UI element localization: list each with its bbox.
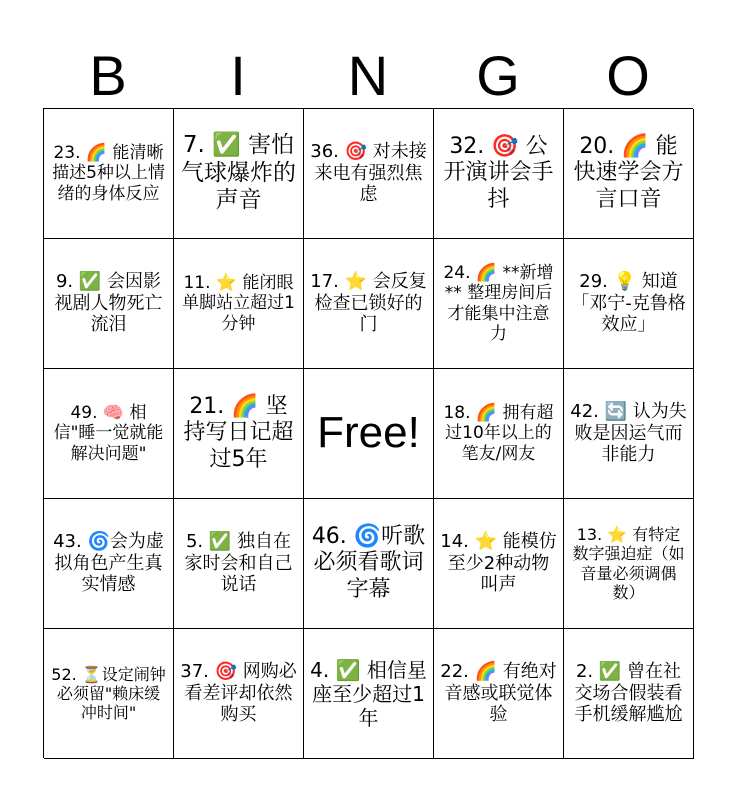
header-letter-b: B xyxy=(89,43,127,107)
bingo-cell[interactable]: 32. 🎯 公开演讲会手抖 xyxy=(434,109,564,239)
free-space-cell[interactable]: Free! xyxy=(304,369,434,499)
bingo-cell[interactable]: 49. 🧠 相信"睡一觉就能解决问题" xyxy=(44,369,174,499)
bingo-cell[interactable]: 18. 🌈 拥有超过10年以上的笔友/网友 xyxy=(434,369,564,499)
bingo-cell[interactable]: 13. ⭐ 有特定数字强迫症（如音量必须调偶数） xyxy=(564,499,694,629)
bingo-grid xyxy=(43,108,693,758)
header-letter-n: N xyxy=(347,43,389,107)
bingo-cell[interactable]: 7. ✅ 害怕气球爆炸的声音 xyxy=(174,109,304,239)
header-letter-o: O xyxy=(606,43,650,107)
header-letter-g: G xyxy=(476,43,520,107)
bingo-cell[interactable]: 11. ⭐ 能闭眼单脚站立超过1分钟 xyxy=(174,239,304,369)
bingo-cell[interactable]: 24. 🌈 **新增** 整理房间后才能集中注意力 xyxy=(434,239,564,369)
bingo-cell[interactable]: 14. ⭐ 能模仿至少2种动物叫声 xyxy=(434,499,564,629)
bingo-cell[interactable]: 9. ✅ 会因影视剧人物死亡流泪 xyxy=(44,239,174,369)
bingo-cell[interactable]: 2. ✅ 曾在社交场合假装看手机缓解尴尬 xyxy=(564,629,694,759)
bingo-cell[interactable]: 23. 🌈 能清晰描述5种以上情绪的身体反应 xyxy=(44,109,174,239)
bingo-cell[interactable]: 20. 🌈 能快速学会方言口音 xyxy=(564,109,694,239)
bingo-cell[interactable]: 52. ⏳设定闹钟必须留"赖床缓冲时间" xyxy=(44,629,174,759)
bingo-cell[interactable]: 37. 🎯 网购必看差评却依然购买 xyxy=(174,629,304,759)
bingo-cell[interactable]: 36. 🎯 对未接来电有强烈焦虑 xyxy=(304,109,434,239)
header-letter-i: I xyxy=(230,43,246,107)
bingo-cell[interactable]: 5. ✅ 独自在家时会和自己说话 xyxy=(174,499,304,629)
bingo-cell[interactable]: 46. 🌀听歌必须看歌词字幕 xyxy=(304,499,434,629)
bingo-cell[interactable]: 21. 🌈 坚持写日记超过5年 xyxy=(174,369,304,499)
bingo-cell[interactable]: 43. 🌀会为虚拟角色产生真实情感 xyxy=(44,499,174,629)
bingo-header xyxy=(43,40,693,110)
bingo-cell[interactable]: 42. 🔄 认为失败是因运气而非能力 xyxy=(564,369,694,499)
bingo-cell[interactable]: 17. ⭐ 会反复检查已锁好的门 xyxy=(304,239,434,369)
bingo-cell[interactable]: 22. 🌈 有绝对音感或联觉体验 xyxy=(434,629,564,759)
bingo-cell[interactable]: 4. ✅ 相信星座至少超过1年 xyxy=(304,629,434,759)
bingo-cell[interactable]: 29. 💡 知道「邓宁-克鲁格效应」 xyxy=(564,239,694,369)
